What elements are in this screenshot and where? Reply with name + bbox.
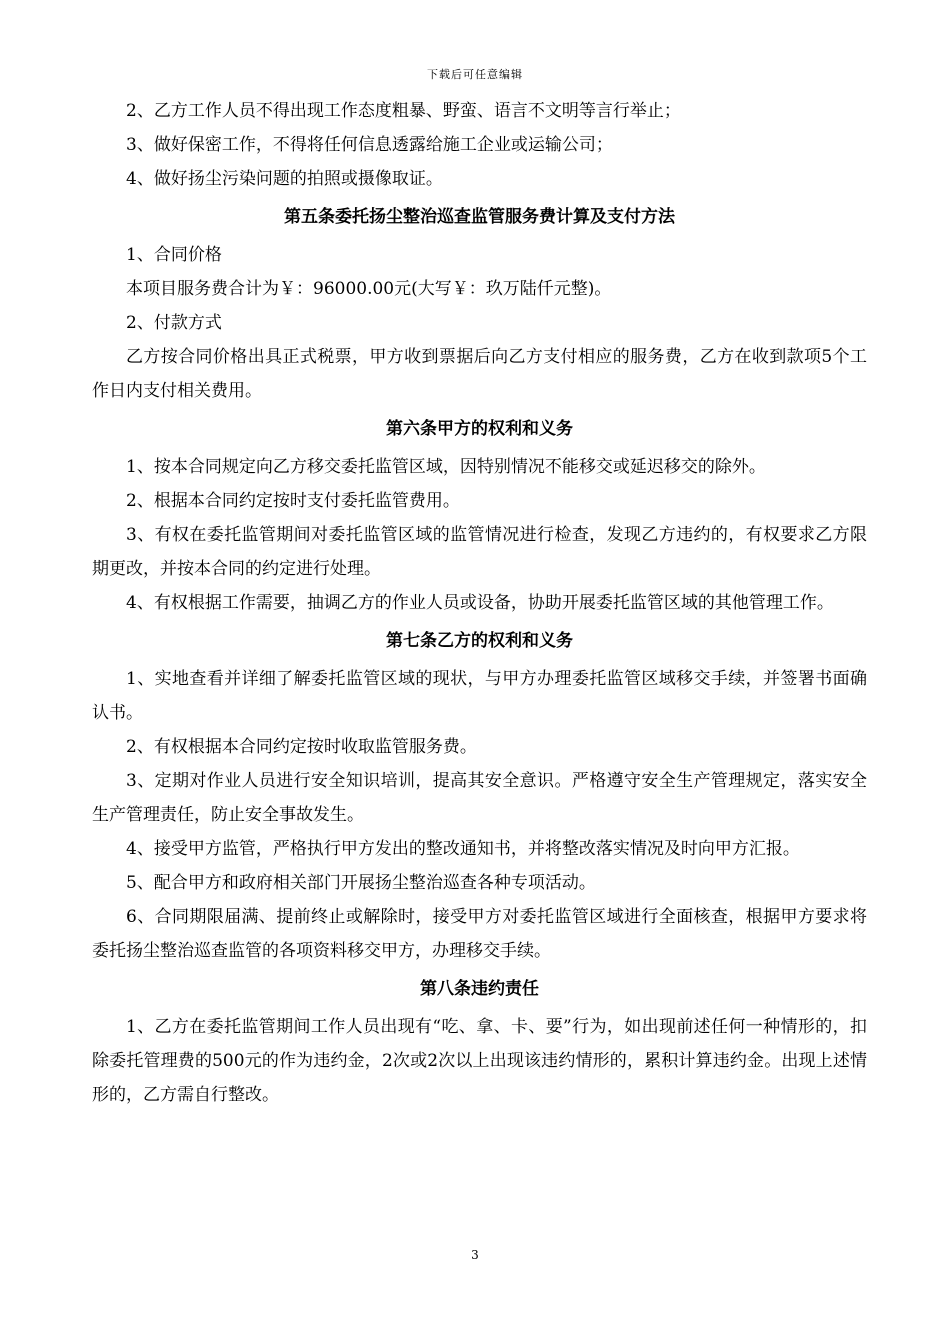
paragraph: 1、乙方在委托监管期间工作人员出现有“吃、拿、卡、要”行为，如出现前述任何一种情形的，扣除委托管理费的500元的作为违约金，2次或2次以上出现该违约情形的，累积计算违约金。出现上述情形的，乙方需自行整改。: [92, 1017, 867, 1105]
paragraph: 4、有权根据工作需要，抽调乙方的作业人员或设备，协助开展委托监管区域的其他管理工作。: [126, 593, 834, 613]
paragraph: 2、有权根据本合同约定按时收取监管服务费。: [126, 737, 477, 757]
paragraph: 3、有权在委托监管期间对委托监管区域的监管情况进行检查，发现乙方违约的，有权要求乙方限期更改，并按本合同的约定进行处理。: [92, 525, 867, 579]
paragraph: 2、根据本合同约定按时支付委托监管费用。: [126, 491, 460, 511]
paragraph: 3、做好保密工作，不得将任何信息透露给施工企业或运输公司；: [126, 135, 613, 155]
paragraph: 4、做好扬尘污染问题的拍照或摄像取证。: [126, 169, 443, 189]
paragraph: 4、接受甲方监管，严格执行甲方发出的整改通知书，并将整改落实情况及时向甲方汇报。: [126, 839, 800, 859]
section-heading: 第七条乙方的权利和义务: [386, 631, 573, 651]
paragraph: 乙方按合同价格出具正式税票，甲方收到票据后向乙方支付相应的服务费，乙方在收到款项5个工作日内支付相关费用。: [92, 347, 867, 401]
page-header: 下载后可任意编辑: [427, 68, 523, 81]
paragraph: 1、实地查看并详细了解委托监管区域的现状，与甲方办理委托监管区域移交手续，并签署书面确认书。: [92, 669, 867, 723]
paragraph: 3、定期对作业人员进行安全知识培训，提高其安全意识。严格遵守安全生产管理规定，落实安全生产管理责任，防止安全事故发生。: [92, 771, 867, 825]
paragraph: 本项目服务费合计为￥：96000.00元(大写￥：玖万陆仟元整)。: [126, 279, 612, 299]
paragraph: 2、乙方工作人员不得出现工作态度粗暴、野蛮、语言不文明等言行举止；: [126, 101, 681, 121]
page-number: 3: [471, 1248, 479, 1262]
paragraph: 1、按本合同规定向乙方移交委托监管区域，因特别情况不能移交或延迟移交的除外。: [126, 457, 766, 477]
paragraph: 2、付款方式: [126, 313, 222, 333]
section-heading: 第六条甲方的权利和义务: [386, 419, 573, 439]
paragraph: 5、配合甲方和政府相关部门开展扬尘整治巡查各种专项活动。: [126, 873, 596, 893]
section-heading: 第五条委托扬尘整治巡查监管服务费计算及支付方法: [284, 207, 675, 227]
document-body: [92, 94, 867, 1112]
paragraph: 1、合同价格: [126, 245, 222, 265]
section-heading: 第八条违约责任: [420, 979, 539, 999]
paragraph: 6、合同期限届满、提前终止或解除时，接受甲方对委托监管区域进行全面核查，根据甲方要求将委托扬尘整治巡查监管的各项资料移交甲方，办理移交手续。: [92, 907, 867, 961]
